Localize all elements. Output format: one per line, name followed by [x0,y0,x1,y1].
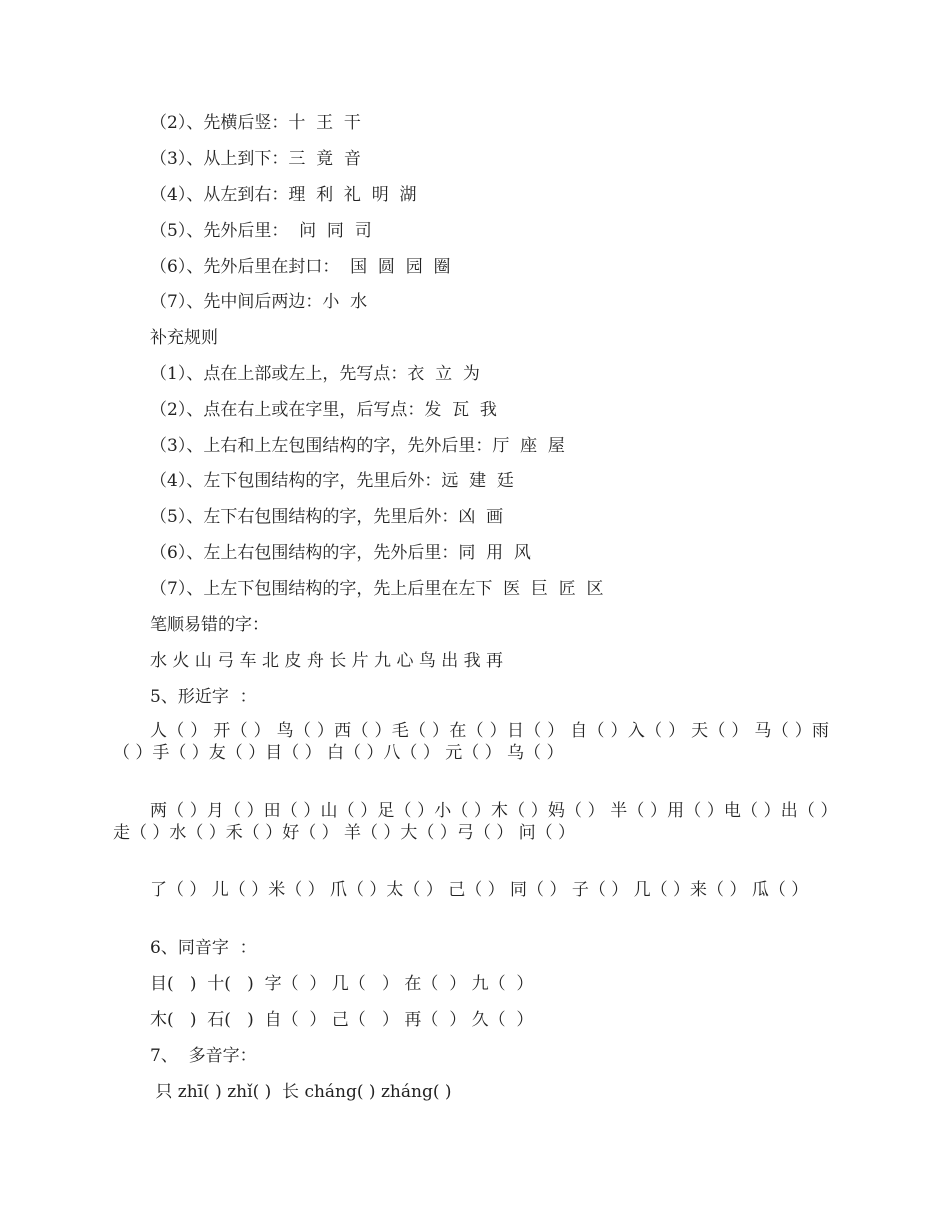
error-prone-characters: 水 火 山 弓 车 北 皮 舟 长 片 九 心 鸟 出 我 再 [150,651,504,671]
supp-rule-1: （1）、点在上部或左上，先写点：衣 立 为 [150,364,480,384]
homophones-row-1: 目( ) 十( ) 字（ ） 几（ ） 在（ ） 九（ ） [150,974,534,994]
supp-rule-6: （6）、左上右包围结构的字，先外后里：同 用 风 [150,543,531,563]
similar-chars-block-3: 了（ ） 儿（ ）米（ ） 爪（ ）太（ ） 己（ ） 同（ ） 子（ ） 几（ ）来（ ） 瓜（ ） [150,880,809,900]
error-prone-heading: 笔顺易错的字： [150,615,269,635]
homophones-row-2: 木( ) 石( ) 自（ ） 己（ ） 再（ ） 久（ ） [150,1010,534,1030]
similar-chars-block-2: 两（ ）月（ ）田（ ）山（ ）足（ ）小（ ）木（ ）妈（ ） 半（ ）用（ ）电（ ）出（ ）走（ ）水（ ）禾（ ）好（ ） 羊（ ）大（ ）弓（ ） 问（ ） [113,801,829,843]
supp-rule-3: （3）、上右和上左包围结构的字，先外后里：厅 座 屋 [150,436,565,456]
supp-rule-5: （5）、左下右包围结构的字，先里后外：凶 画 [150,507,504,527]
rule-outside-inside: （5）、先外后里： 问 同 司 [150,221,372,241]
supp-rule-4: （4）、左下包围结构的字，先里后外：远 建 廷 [150,471,514,491]
homophones-heading: 6、同音字 ： [150,938,257,958]
rule-middle-first: （7）、先中间后两边：小 水 [150,292,368,312]
supplementary-rules-heading: 补充规则 [150,328,218,348]
polyphones-heading: 7、 多音字： [150,1046,257,1066]
similar-chars-block-1: 人（ ） 开（ ） 鸟（ ）西（ ）毛（ ）在（ ）日（ ） 自（ ）入（ ） 天（ ） 马（ ）雨（ ）手（ ）友（ ）目（ ） 白（ ）八（ ） 元（ ） 乌（ ） [113,721,829,763]
polyphones-row: 只 zhī( ) zhǐ( ) 长 cháng( ) zháng( ) [150,1082,452,1102]
rule-outside-inside-close: （6）、先外后里在封口： 国 圆 园 圈 [150,257,451,277]
supp-rule-2: （2）、点在右上或在字里，后写点：发 瓦 我 [150,400,497,420]
rule-top-to-bottom: （3）、从上到下：三 竟 音 [150,149,361,169]
rule-left-to-right: （4）、从左到右：理 利 礼 明 湖 [150,185,417,205]
rule-horizontal-vertical: （2）、先横后竖：十 王 干 [150,113,361,133]
supp-rule-7: （7）、上左下包围结构的字，先上后里在左下 医 巨 匠 区 [150,579,604,599]
similar-chars-heading: 5、形近字 ： [150,687,257,707]
